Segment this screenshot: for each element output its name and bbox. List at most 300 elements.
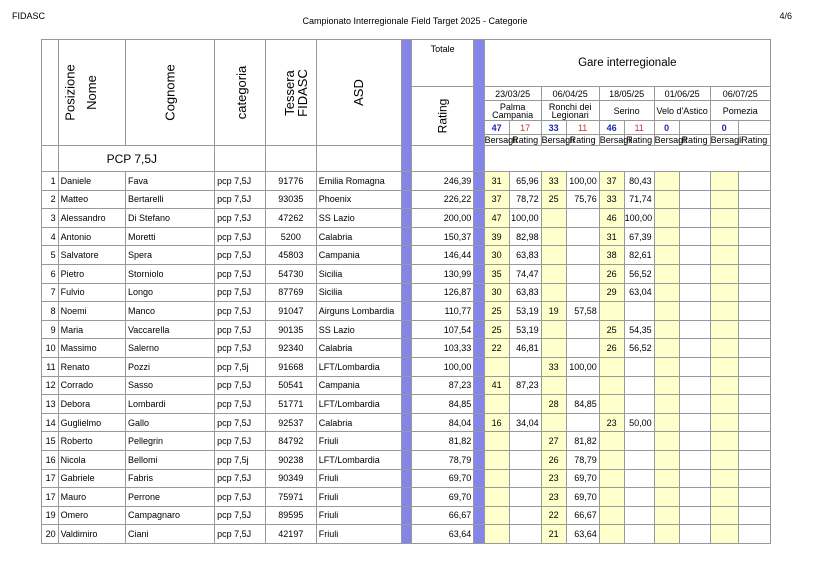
card-number-cell: 42197 <box>265 525 316 544</box>
targets-cell: 46 <box>599 209 624 228</box>
event-rating-cell <box>679 302 710 321</box>
targets-cell <box>710 339 738 358</box>
event-rating-count: 11 <box>624 121 654 135</box>
event-rating-cell <box>679 357 710 376</box>
event-rating-cell: 57,58 <box>566 302 599 321</box>
event-rating-cell <box>624 432 654 451</box>
table-row <box>42 302 771 321</box>
first-name-cell: Matteo <box>58 190 125 209</box>
first-name-cell: Debora <box>58 395 125 414</box>
category-cell: pcp 7,5J <box>215 506 266 525</box>
event-rating-cell: 81,82 <box>566 432 599 451</box>
targets-cell <box>654 264 679 283</box>
targets-cell <box>484 450 509 469</box>
blue-separator-cell <box>474 209 484 228</box>
table-row <box>42 227 771 246</box>
event-date: 23/03/25 <box>484 87 541 101</box>
event-rating-cell: 80,43 <box>624 172 654 191</box>
last-name-cell: Fava <box>125 172 214 191</box>
targets-cell <box>541 264 566 283</box>
event-venue: Ronchi dei Legionari <box>541 101 599 121</box>
event-rating-cell <box>509 488 541 507</box>
position-cell: 13 <box>42 395 59 414</box>
blue-separator-cell <box>401 450 411 469</box>
subheader-rating: Rating <box>566 135 599 146</box>
targets-cell <box>599 432 624 451</box>
first-name-cell: Daniele <box>58 172 125 191</box>
table-row <box>42 190 771 209</box>
event-rating-count <box>738 121 770 135</box>
event-rating-cell: 71,74 <box>624 190 654 209</box>
event-rating-cell: 63,83 <box>509 283 541 302</box>
position-cell: 7 <box>42 283 59 302</box>
event-rating-cell: 75,76 <box>566 190 599 209</box>
event-rating-cell: 54,35 <box>624 320 654 339</box>
section-empty-cell <box>42 146 59 172</box>
event-rating-cell: 82,61 <box>624 246 654 265</box>
total-rating-cell: 81,82 <box>412 432 474 451</box>
event-rating-cell <box>679 450 710 469</box>
club-cell: LFT/Lombardia <box>316 450 401 469</box>
event-rating-cell <box>738 246 770 265</box>
event-rating-cell <box>566 209 599 228</box>
event-rating-cell: 63,64 <box>566 525 599 544</box>
card-number-cell: 89595 <box>265 506 316 525</box>
position-cell: 20 <box>42 525 59 544</box>
blue-separator-cell <box>474 450 484 469</box>
event-rating-cell <box>679 264 710 283</box>
position-cell: 19 <box>42 506 59 525</box>
first-name-cell: Gabriele <box>58 469 125 488</box>
last-name-cell: Fabris <box>125 469 214 488</box>
table-row <box>42 320 771 339</box>
blue-separator-cell <box>474 376 484 395</box>
targets-cell <box>654 450 679 469</box>
event-rating-cell: 63,04 <box>624 283 654 302</box>
card-number-cell: 51771 <box>265 395 316 414</box>
event-rating-cell <box>679 488 710 507</box>
card-number-cell: 5200 <box>265 227 316 246</box>
total-rating-cell: 246,39 <box>412 172 474 191</box>
last-name-cell: Pozzi <box>125 357 214 376</box>
targets-cell <box>484 469 509 488</box>
subheader-rating: Rating <box>679 135 710 146</box>
targets-cell <box>710 488 738 507</box>
event-rating-cell <box>738 283 770 302</box>
blue-separator-cell <box>401 488 411 507</box>
card-number-cell: 92537 <box>265 413 316 432</box>
position-cell: 10 <box>42 339 59 358</box>
first-name-cell: Corrado <box>58 376 125 395</box>
event-target-count: 0 <box>710 121 738 135</box>
page-title: Campionato Interregionale Field Target 2025 - Categorie <box>302 16 528 26</box>
category-cell: pcp 7,5J <box>215 525 266 544</box>
targets-cell <box>599 302 624 321</box>
event-rating-cell <box>738 376 770 395</box>
event-rating-cell <box>738 209 770 228</box>
first-name-cell: Antonio <box>58 227 125 246</box>
blue-separator-2 <box>474 40 484 172</box>
total-rating-cell: 84,85 <box>412 395 474 414</box>
event-rating-cell <box>679 376 710 395</box>
targets-cell: 27 <box>541 432 566 451</box>
card-number-cell: 75971 <box>265 488 316 507</box>
event-rating-cell <box>679 246 710 265</box>
position-cell: 14 <box>42 413 59 432</box>
targets-cell: 22 <box>484 339 509 358</box>
section-empty-cell <box>265 146 316 172</box>
card-number-cell: 87769 <box>265 283 316 302</box>
position-cell: 17 <box>42 488 59 507</box>
club-cell: Airguns Lombardia <box>316 302 401 321</box>
table-row <box>42 264 771 283</box>
event-target-count: 46 <box>599 121 624 135</box>
targets-cell <box>654 283 679 302</box>
club-cell: Calabria <box>316 413 401 432</box>
targets-cell <box>710 506 738 525</box>
targets-cell <box>599 469 624 488</box>
event-rating-cell: 69,70 <box>566 469 599 488</box>
table-row <box>42 357 771 376</box>
card-number-cell: 45803 <box>265 246 316 265</box>
blue-separator-cell <box>401 264 411 283</box>
position-cell: 2 <box>42 190 59 209</box>
club-cell: Sicilia <box>316 283 401 302</box>
total-rating-cell: 200,00 <box>412 209 474 228</box>
event-rating-cell <box>509 469 541 488</box>
targets-cell <box>654 320 679 339</box>
blue-separator-cell <box>474 525 484 544</box>
event-rating-cell <box>679 432 710 451</box>
position-cell: 11 <box>42 357 59 376</box>
event-rating-cell <box>624 450 654 469</box>
event-rating-cell <box>679 506 710 525</box>
event-rating-cell <box>738 172 770 191</box>
blue-separator-cell <box>474 469 484 488</box>
targets-cell <box>599 357 624 376</box>
category-cell: pcp 7,5J <box>215 413 266 432</box>
card-number-cell: 91668 <box>265 357 316 376</box>
targets-cell <box>710 264 738 283</box>
event-rating-cell <box>566 246 599 265</box>
event-rating-cell: 82,98 <box>509 227 541 246</box>
targets-cell <box>599 525 624 544</box>
event-rating-cell: 78,79 <box>566 450 599 469</box>
targets-cell <box>710 172 738 191</box>
subheader-rating: Rating <box>624 135 654 146</box>
first-name-cell: Nicola <box>58 450 125 469</box>
last-name-cell: Lombardi <box>125 395 214 414</box>
blue-separator-cell <box>474 506 484 525</box>
total-rating-cell: 107,54 <box>412 320 474 339</box>
event-rating-cell <box>566 283 599 302</box>
targets-cell: 33 <box>599 190 624 209</box>
event-rating-cell <box>679 190 710 209</box>
table-row <box>42 283 771 302</box>
event-rating-cell <box>624 525 654 544</box>
category-cell: pcp 7,5J <box>215 283 266 302</box>
club-cell: Friuli <box>316 488 401 507</box>
category-cell: pcp 7,5j <box>215 450 266 469</box>
targets-cell <box>654 172 679 191</box>
targets-cell: 23 <box>541 488 566 507</box>
event-rating-cell: 87,23 <box>509 376 541 395</box>
event-rating-cell <box>566 264 599 283</box>
table-row <box>42 469 771 488</box>
section-empty-cell <box>412 146 474 172</box>
targets-cell: 38 <box>599 246 624 265</box>
targets-cell: 25 <box>484 320 509 339</box>
blue-separator-cell <box>474 227 484 246</box>
event-rating-cell <box>679 525 710 544</box>
last-name-cell: Gallo <box>125 413 214 432</box>
event-rating-cell: 50,00 <box>624 413 654 432</box>
event-rating-cell <box>738 227 770 246</box>
last-name-cell: Perrone <box>125 488 214 507</box>
last-name-cell: Campagnaro <box>125 506 214 525</box>
blue-separator-1 <box>401 40 411 172</box>
targets-cell: 25 <box>541 190 566 209</box>
targets-cell <box>710 525 738 544</box>
first-name-cell: Valdimiro <box>58 525 125 544</box>
event-date: 01/06/25 <box>654 87 710 101</box>
targets-cell: 22 <box>541 506 566 525</box>
targets-cell <box>654 469 679 488</box>
event-rating-cell <box>566 413 599 432</box>
event-rating-cell <box>624 376 654 395</box>
targets-cell <box>541 209 566 228</box>
total-rating-cell: 69,70 <box>412 488 474 507</box>
category-cell: pcp 7,5J <box>215 227 266 246</box>
targets-cell: 33 <box>541 357 566 376</box>
event-rating-cell <box>566 227 599 246</box>
card-number-cell: 50541 <box>265 376 316 395</box>
targets-cell: 47 <box>484 209 509 228</box>
event-venue: Velo d'Astico <box>654 101 710 121</box>
header-categoria: categoria <box>215 40 266 146</box>
blue-separator-cell <box>474 283 484 302</box>
event-rating-cell: 65,96 <box>509 172 541 191</box>
targets-cell: 16 <box>484 413 509 432</box>
position-cell: 1 <box>42 172 59 191</box>
event-rating-cell: 66,67 <box>566 506 599 525</box>
category-cell: pcp 7,5J <box>215 190 266 209</box>
club-cell: Calabria <box>316 227 401 246</box>
last-name-cell: Storniolo <box>125 264 214 283</box>
blue-separator-cell <box>474 357 484 376</box>
subheader-bersagli: Bersagli <box>599 135 633 145</box>
club-cell: SS Lazio <box>316 209 401 228</box>
table-row <box>42 525 771 544</box>
event-rating-cell <box>679 320 710 339</box>
first-name-cell: Massimo <box>58 339 125 358</box>
first-name-cell: Salvatore <box>58 246 125 265</box>
page-number: 4/6 <box>779 11 792 21</box>
table-row <box>42 339 771 358</box>
position-cell: 4 <box>42 227 59 246</box>
club-cell: Campania <box>316 246 401 265</box>
total-rating-cell: 87,23 <box>412 376 474 395</box>
targets-cell <box>654 190 679 209</box>
event-rating-count: 11 <box>566 121 599 135</box>
card-number-cell: 92340 <box>265 339 316 358</box>
event-rating-cell <box>738 264 770 283</box>
targets-cell <box>541 413 566 432</box>
targets-cell <box>541 339 566 358</box>
targets-cell: 31 <box>599 227 624 246</box>
category-cell: pcp 7,5J <box>215 302 266 321</box>
blue-separator-cell <box>401 469 411 488</box>
blue-separator-cell <box>401 190 411 209</box>
blue-separator-cell <box>401 209 411 228</box>
total-rating-cell: 63,64 <box>412 525 474 544</box>
event-rating-cell <box>679 209 710 228</box>
targets-cell <box>541 246 566 265</box>
position-cell: 5 <box>42 246 59 265</box>
blue-separator-cell <box>401 172 411 191</box>
targets-cell <box>484 432 509 451</box>
total-rating-cell: 226,22 <box>412 190 474 209</box>
targets-cell <box>654 413 679 432</box>
first-name-cell: Roberto <box>58 432 125 451</box>
targets-cell <box>710 246 738 265</box>
event-rating-cell <box>624 488 654 507</box>
position-cell: 6 <box>42 264 59 283</box>
club-cell: Emilia Romagna <box>316 172 401 191</box>
targets-cell <box>541 283 566 302</box>
event-rating-cell <box>509 432 541 451</box>
card-number-cell: 90135 <box>265 320 316 339</box>
subheader-bersagli: Bersagli <box>710 135 744 145</box>
blue-separator-cell <box>401 506 411 525</box>
targets-cell: 26 <box>599 339 624 358</box>
targets-cell <box>710 227 738 246</box>
blue-separator-cell <box>474 190 484 209</box>
targets-cell <box>654 376 679 395</box>
category-cell: pcp 7,5J <box>215 395 266 414</box>
last-name-cell: Sasso <box>125 376 214 395</box>
event-rating-cell <box>566 339 599 358</box>
event-rating-cell: 46,81 <box>509 339 541 358</box>
event-rating-cell <box>679 339 710 358</box>
blue-separator-cell <box>474 395 484 414</box>
event-rating-cell <box>624 469 654 488</box>
blue-separator-cell <box>401 395 411 414</box>
targets-cell <box>710 469 738 488</box>
event-rating-cell <box>738 302 770 321</box>
blue-separator-cell <box>401 227 411 246</box>
targets-cell <box>654 506 679 525</box>
event-venue: Pomezia <box>710 101 770 121</box>
total-rating-cell: 146,44 <box>412 246 474 265</box>
targets-cell: 26 <box>541 450 566 469</box>
subheader-bersagli: Bersagli <box>654 135 688 145</box>
total-rating-cell: 66,67 <box>412 506 474 525</box>
targets-cell <box>710 413 738 432</box>
event-rating-cell <box>509 450 541 469</box>
targets-cell: 29 <box>599 283 624 302</box>
event-rating-cell: 56,52 <box>624 264 654 283</box>
section-empty-cell <box>215 146 266 172</box>
blue-separator-cell <box>401 525 411 544</box>
event-rating-cell: 53,19 <box>509 320 541 339</box>
targets-cell <box>484 525 509 544</box>
section-empty-cell <box>484 146 770 172</box>
total-rating-cell: 110,77 <box>412 302 474 321</box>
category-cell: pcp 7,5J <box>215 172 266 191</box>
first-name-cell: Maria <box>58 320 125 339</box>
targets-cell <box>541 376 566 395</box>
header-asd: ASD <box>316 40 401 146</box>
event-rating-cell <box>679 395 710 414</box>
blue-separator-cell <box>401 246 411 265</box>
event-rating-cell <box>738 432 770 451</box>
targets-cell <box>710 432 738 451</box>
subheader-bersagli: Bersagli <box>541 135 575 145</box>
targets-cell <box>484 395 509 414</box>
event-rating-cell <box>509 395 541 414</box>
first-name-cell: Mauro <box>58 488 125 507</box>
last-name-cell: Bertarelli <box>125 190 214 209</box>
last-name-cell: Di Stefano <box>125 209 214 228</box>
first-name-cell: Alessandro <box>58 209 125 228</box>
section-empty-cell <box>316 146 401 172</box>
targets-cell <box>541 227 566 246</box>
event-target-count: 0 <box>654 121 679 135</box>
card-number-cell: 91047 <box>265 302 316 321</box>
club-cell: Sicilia <box>316 264 401 283</box>
blue-separator-cell <box>474 172 484 191</box>
event-rating-cell <box>738 357 770 376</box>
targets-cell <box>654 357 679 376</box>
blue-separator-cell <box>401 302 411 321</box>
event-venue: Palma Campania <box>484 101 541 121</box>
targets-cell: 37 <box>484 190 509 209</box>
header-gare: Gare interregionale <box>484 40 770 87</box>
subheader-rating: Rating <box>509 135 541 146</box>
total-rating-cell: 78,79 <box>412 450 474 469</box>
event-rating-cell <box>738 320 770 339</box>
header-rating: Rating <box>412 87 474 146</box>
blue-separator-cell <box>474 432 484 451</box>
targets-cell <box>599 450 624 469</box>
event-rating-cell: 67,39 <box>624 227 654 246</box>
event-date: 06/04/25 <box>541 87 599 101</box>
event-rating-cell <box>679 469 710 488</box>
event-target-count: 47 <box>484 121 509 135</box>
club-cell: Campania <box>316 376 401 395</box>
event-date: 18/05/25 <box>599 87 654 101</box>
position-cell: 9 <box>42 320 59 339</box>
total-rating-cell: 150,37 <box>412 227 474 246</box>
total-rating-cell: 130,99 <box>412 264 474 283</box>
targets-cell <box>654 339 679 358</box>
targets-cell <box>710 209 738 228</box>
category-cell: pcp 7,5J <box>215 209 266 228</box>
table-row <box>42 432 771 451</box>
club-cell: Friuli <box>316 432 401 451</box>
event-rating-count <box>679 121 710 135</box>
first-name-cell: Noemi <box>58 302 125 321</box>
event-target-count: 33 <box>541 121 566 135</box>
table-row <box>42 450 771 469</box>
table-row <box>42 172 771 191</box>
blue-separator-cell <box>401 432 411 451</box>
targets-cell: 39 <box>484 227 509 246</box>
event-rating-cell <box>738 525 770 544</box>
targets-cell: 31 <box>484 172 509 191</box>
targets-cell: 30 <box>484 246 509 265</box>
